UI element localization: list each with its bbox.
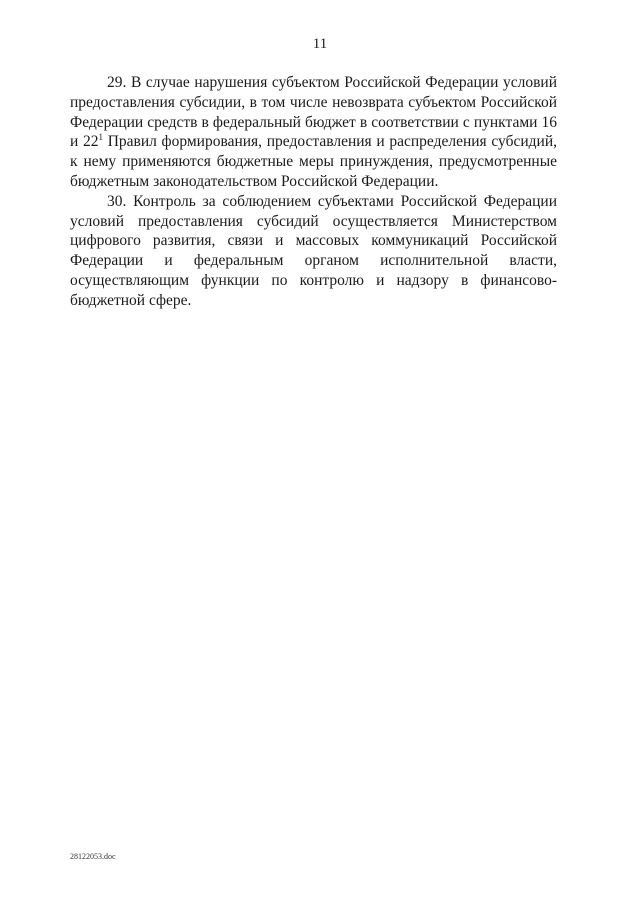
document-filename: 28122053.doc [70, 852, 116, 861]
document-body [70, 73, 557, 311]
paragraph-29-text: 29. В случае нарушения субъектом Российской Федерации условий предоставления субсидии, в том числе невозврата субъектом Российской Федерации средств в федеральный бюджет в соответствии с пунктами 16 и 22 [70, 74, 557, 151]
page-number: 11 [312, 36, 328, 52]
paragraph-29 [70, 73, 557, 192]
paragraph-29-text-continued: Правил формирования, предоставления и распределения субсидий, к нему применяются бюджетные меры принуждения, предусмотренные бюджетным законодательством Российской Федерации. [70, 133, 558, 190]
footnote-superscript: 1 [98, 132, 103, 143]
paragraph-30: 30. Контроль за соблюдением субъектами Российской Федерации условий предоставления субсидий осуществляется Министерством цифрового развития, связи и массовых коммуникаций Российской Федерации и федеральным органом исполнительной власти, осуществляющим функции по контролю и надзору в финансово-бюджетной сфере. [70, 192, 557, 309]
